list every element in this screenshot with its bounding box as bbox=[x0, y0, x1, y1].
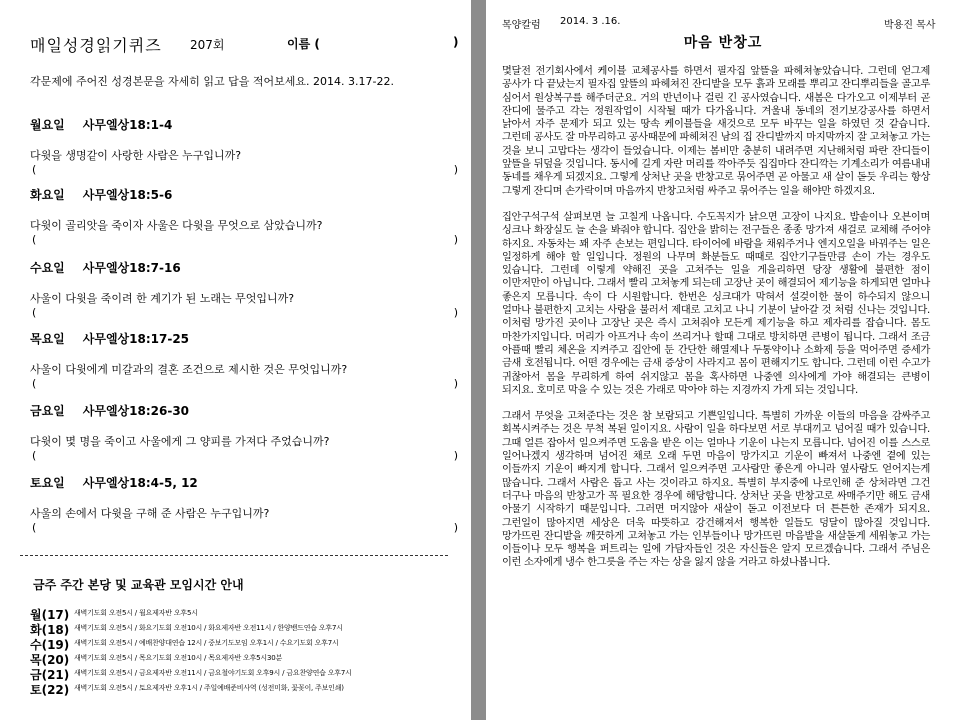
scripture-ref: 사무엘상18:7-16 bbox=[82, 261, 181, 275]
day-heading bbox=[30, 186, 460, 203]
schedule-row bbox=[30, 666, 470, 681]
schedule-day: 금(21) bbox=[30, 668, 70, 682]
answer-blank[interactable]: ( ) bbox=[32, 521, 458, 534]
column-paragraph: 몇달전 전기회사에서 케이블 교체공사를 하면서 필자집 앞뜰을 파헤쳐놓았습니다. 그런데 얻그제 공사가 다 끝났는지 필자집 앞뜰의 파헤쳐진 잔디밭을 모두 흙과 모래를 뿌리고 잔디뿌리들을 골고루 심어서 원상복구를 해주더군요. 거의 반년이나 걸린 긴 공사였습니다. 새봄은 다가오고 이제부터 곧 잔디에 물주고 각는 정원작업이 시작될 때가 다가옵니다. 겨울내 동네의 전기보강공사를 하면서 낡아서 자주 문제가 되고 있는 땅속 케이블들을 새것으로 모두 바꾸는 일을 하였던 것 같습니다. 그런데 공사도 잘 마무리하고 공사때문에 파헤쳐진 남의 집 잔디밭까지 마지막까지 잘 고쳐놓고 가는 것을 보니 고맙다는 생각이 들었습니다. 이제는 봄비만 충분히 내려주면 지난해처럼 파란 잔디들이 앞뜰을 뒤덮을 것입니다. 동시에 길게 자란 머리를 깍아주듯 집집마다 잔디깍는 기계소리가 여름내내 동네를 채우게 되겠지요. 그렇게 상처난 곳을 반창고로 묶어주면 곧 아물고 새 살이 돋듯 우리는 항상 그렇게 잔디며 손가락이며 마음까지 반창고처럼 싸주고 묶어주는 일을 해야만 하겠지요. bbox=[502, 66, 930, 197]
answer-blank[interactable]: ( ) bbox=[32, 163, 458, 176]
day-label: 목요일 bbox=[30, 332, 65, 346]
scripture-ref: 사무엘상18:5-6 bbox=[82, 188, 173, 202]
question: 다윗이 몇 명을 죽이고 사울에게 그 양피를 가져다 주었습니까? bbox=[30, 435, 330, 448]
day-label: 수요일 bbox=[30, 261, 65, 275]
schedule-events: 새벽기도회 오전5시 / 예배찬양대연습 12시 / 중보기도모임 오후1시 / 수요기도회 오후7시 bbox=[74, 639, 339, 647]
column-paragraph: 그래서 무엇을 고쳐준다는 것은 참 보람되고 기쁜일입니다. 특별히 가까운 이들의 마음을 감싸주고 회복시켜주는 것은 무척 복된 일이지요. 사람이 일을 하다보면 서로 부대끼고 넘어질 때가 있습니다. 그때 얼른 잡아서 일으켜주면 도움을 받은 이는 얼마나 기운이 나는지 모릅니다. 넘어진 이를 스스로 일어나겠지 생각하며 넘어진 채로 오래 두면 마음이 망가지고 기운이 빠져서 나중엔 곁에 있는 이들까지 기운이 빠지게 합니다. 그래서 일으켜주면 고사람만 좋은게 아니라 옆사람도 얻어지는게 많습니다. 그래서 사람은 돕고 사는 것이라고 하지요. 특별히 부지중에 나로인해 준 상처라면 그건 더구나 마음의 반창고가 꼭 필요한 경우에 해당합니다. 상처난 곳을 반창고로 싸매주기만 해도 금새 아물기 시작하기 때문입니다. 그러면 머지않아 새살이 돋고 이전보다 더 튼튼한 존재가 되지요. 그런일이 많아지면 세상은 더욱 따뜻하고 강건해져서 행복한 일들도 덩달이 많아질 것입니다. 망가뜨린 잔디밭을 깨끗하게 고쳐놓고 가는 인부들이나 망가뜨린 마음밭을 새살돋게 세워놓고 가는 이들이나 모두 행복을 퍼트리는 일에 가담자들인 것은 자신들은 알지 모르겠습니다. 그래서 주님은 이런 소자에게 냉수 한그릇을 주는 자는 상을 잃지 않을 거라고 하셨나봅니다. bbox=[502, 411, 930, 569]
scripture-ref: 사무엘상18:4-5, 12 bbox=[82, 476, 198, 490]
day-label: 토요일 bbox=[30, 476, 65, 490]
scripture-ref: 사무엘상18:17-25 bbox=[82, 332, 190, 346]
quiz-day-tue bbox=[30, 186, 460, 249]
quiz-sheet bbox=[0, 0, 471, 720]
column-date: 2014. 3 .16. bbox=[560, 16, 621, 27]
column-title: 마음 반창고 bbox=[683, 35, 763, 51]
quiz-title: 매일성경읽기퀴즈 bbox=[30, 36, 162, 55]
schedule-day: 수(19) bbox=[30, 638, 70, 652]
column-page bbox=[486, 0, 960, 720]
scripture-ref: 사무엘상18:26-30 bbox=[82, 404, 190, 418]
column-paragraph: 집안구석구석 살펴보면 늘 고칠게 나옵니다. 수도꼭지가 낡으면 고장이 나지요. 밥솥이나 오븐이며 싱크나 화장실도 늘 손을 봐줘야 합니다. 집안을 밝히는 전구들은 종종 망가져 새걸로 교체해 주어야 하지요. 자동차는 꽤 자주 손보는 편입니다. 타이어에 바람을 채워주거나 엔지오일을 바꿔주는 일은 일정하게 해야 할 일입니다. 정원의 나무며 화분들도 때때로 집안기구들만큼 손이 가는 경우도 있습니다. 그런데 이렇게 약해진 곳을 고쳐주는 일을 게을리하면 당장 생활에 불편한 점이 이만저만이 아닙니다. 그래서 빨리 고쳐놓게 되는데 고장난 곳이 해결되어 제기능을 하게되면 얼마나 좋은지 모릅니다. 속이 다 시원합니다. 한번은 싱크대가 막혀서 설겆이한 물이 하수되지 않으니 얼마나 불편한지 고치는 사람을 불러서 제대로 고치고 나니 기분이 날아갈 것 처럼 신나는 것입니다. 이처럼 망가진 곳이나 고장난 곳은 즉시 고쳐줘야 모든게 제기능을 하고 제자리를 잡습니다. 몸도 마찬가지입니다. 머리가 아프거나 속이 쓰리거나 할때 그대로 방치하면 큰병이 됩니다. 그래서 조금 아플때 빨리 체온을 지켜주고 집안에 둔 간단한 해열제나 두통약이나 소화제 등을 먹어주면 증세가 금새 호전됩니다. 어떤 경우에는 금새 증상이 사라지고 몸이 편해지기도 합니다. 그런데 이런 수고가 귀찮아서 몸을 무리하게 하여 쉬지않고 몸을 혹사하면 나중엔 의사에게 가야 해결되는 큰병이 되지요. 호미로 막을 수 있는 것은 가래로 막아야 하는 지경까지 가게 되는 것입니다. bbox=[502, 211, 930, 396]
answer-blank[interactable]: ( ) bbox=[32, 449, 458, 462]
answer-blank[interactable]: ( ) bbox=[32, 233, 458, 246]
schedule-events: 새벽기도회 오전5시 / 화요기도회 오전10시 / 화요제자반 오전11시 / 한양밴드연습 오후7시 bbox=[74, 624, 343, 632]
schedule-row bbox=[30, 621, 470, 636]
schedule-row bbox=[30, 651, 470, 666]
question: 다윗이 골리앗을 죽이자 사울은 다윗을 무엇으로 삼았습니까? bbox=[30, 219, 323, 232]
answer-blank[interactable]: ( ) bbox=[32, 306, 458, 319]
day-label: 월요일 bbox=[30, 118, 65, 132]
dashed-divider bbox=[20, 555, 448, 556]
day-heading bbox=[30, 474, 460, 491]
quiz-day-wed bbox=[30, 259, 460, 322]
quiz-header bbox=[30, 33, 460, 55]
schedule-events: 새벽기도회 오전5시 / 목요기도회 오전10시 / 목요제자반 오후5시30분 bbox=[74, 654, 283, 662]
schedule-day: 화(18) bbox=[30, 623, 70, 637]
schedule-events: 새벽기도회 오전5시 / 금요제자반 오전11시 / 금요철야기도회 오후9시 / 금요찬양연습 오후7시 bbox=[74, 669, 352, 677]
quiz-number: 207회 bbox=[190, 38, 225, 52]
schedule-day: 월(17) bbox=[30, 608, 70, 622]
name-close-paren: ) bbox=[453, 35, 459, 49]
quiz-day-thu bbox=[30, 330, 460, 393]
schedule-events: 새벽기도회 오전5시 / 토요제자반 오후1시 / 주일예배준비사역 (성전미화, 꽃꽂이, 주보인쇄) bbox=[74, 684, 344, 692]
question: 사울이 다윗을 죽이려 한 계기가 된 노래는 무엇입니까? bbox=[30, 292, 295, 305]
column-author: 박용진 목사 bbox=[884, 20, 936, 31]
instructions: 각문제에 주어진 성경본문을 자세히 읽고 답을 적어보세요. 2014. 3.17-22. bbox=[30, 75, 394, 88]
day-heading bbox=[30, 330, 460, 347]
quiz-day-mon bbox=[30, 116, 460, 179]
notice-title: 금주 주간 본당 및 교육관 모임시간 안내 bbox=[33, 578, 244, 592]
schedule-day: 토(22) bbox=[30, 683, 70, 697]
schedule-events: 새벽기도회 오전5시 / 월요제자반 오후5시 bbox=[74, 609, 198, 617]
question: 다윗을 생명같이 사랑한 사람은 누구입니까? bbox=[30, 149, 242, 162]
column-label: 목양칼럼 bbox=[502, 20, 541, 31]
schedule-day: 목(20) bbox=[30, 653, 70, 667]
answer-blank[interactable]: ( ) bbox=[32, 377, 458, 390]
question: 사울의 손에서 다윗을 구해 준 사람은 누구입니까? bbox=[30, 507, 270, 520]
day-label: 화요일 bbox=[30, 188, 65, 202]
quiz-day-sat bbox=[30, 474, 460, 537]
day-heading bbox=[30, 259, 460, 276]
question: 사울이 다윗에게 미갈과의 결혼 조건으로 제시한 것은 무엇입니까? bbox=[30, 363, 348, 376]
day-heading bbox=[30, 116, 460, 133]
schedule-row bbox=[30, 606, 470, 621]
day-label: 금요일 bbox=[30, 404, 65, 418]
schedule-row bbox=[30, 636, 470, 651]
schedule-row bbox=[30, 681, 470, 696]
column-body bbox=[502, 65, 930, 583]
scripture-ref: 사무엘상18:1-4 bbox=[82, 118, 173, 132]
name-label: 이름 ( bbox=[287, 37, 320, 51]
day-heading bbox=[30, 402, 460, 419]
quiz-day-fri bbox=[30, 402, 460, 465]
